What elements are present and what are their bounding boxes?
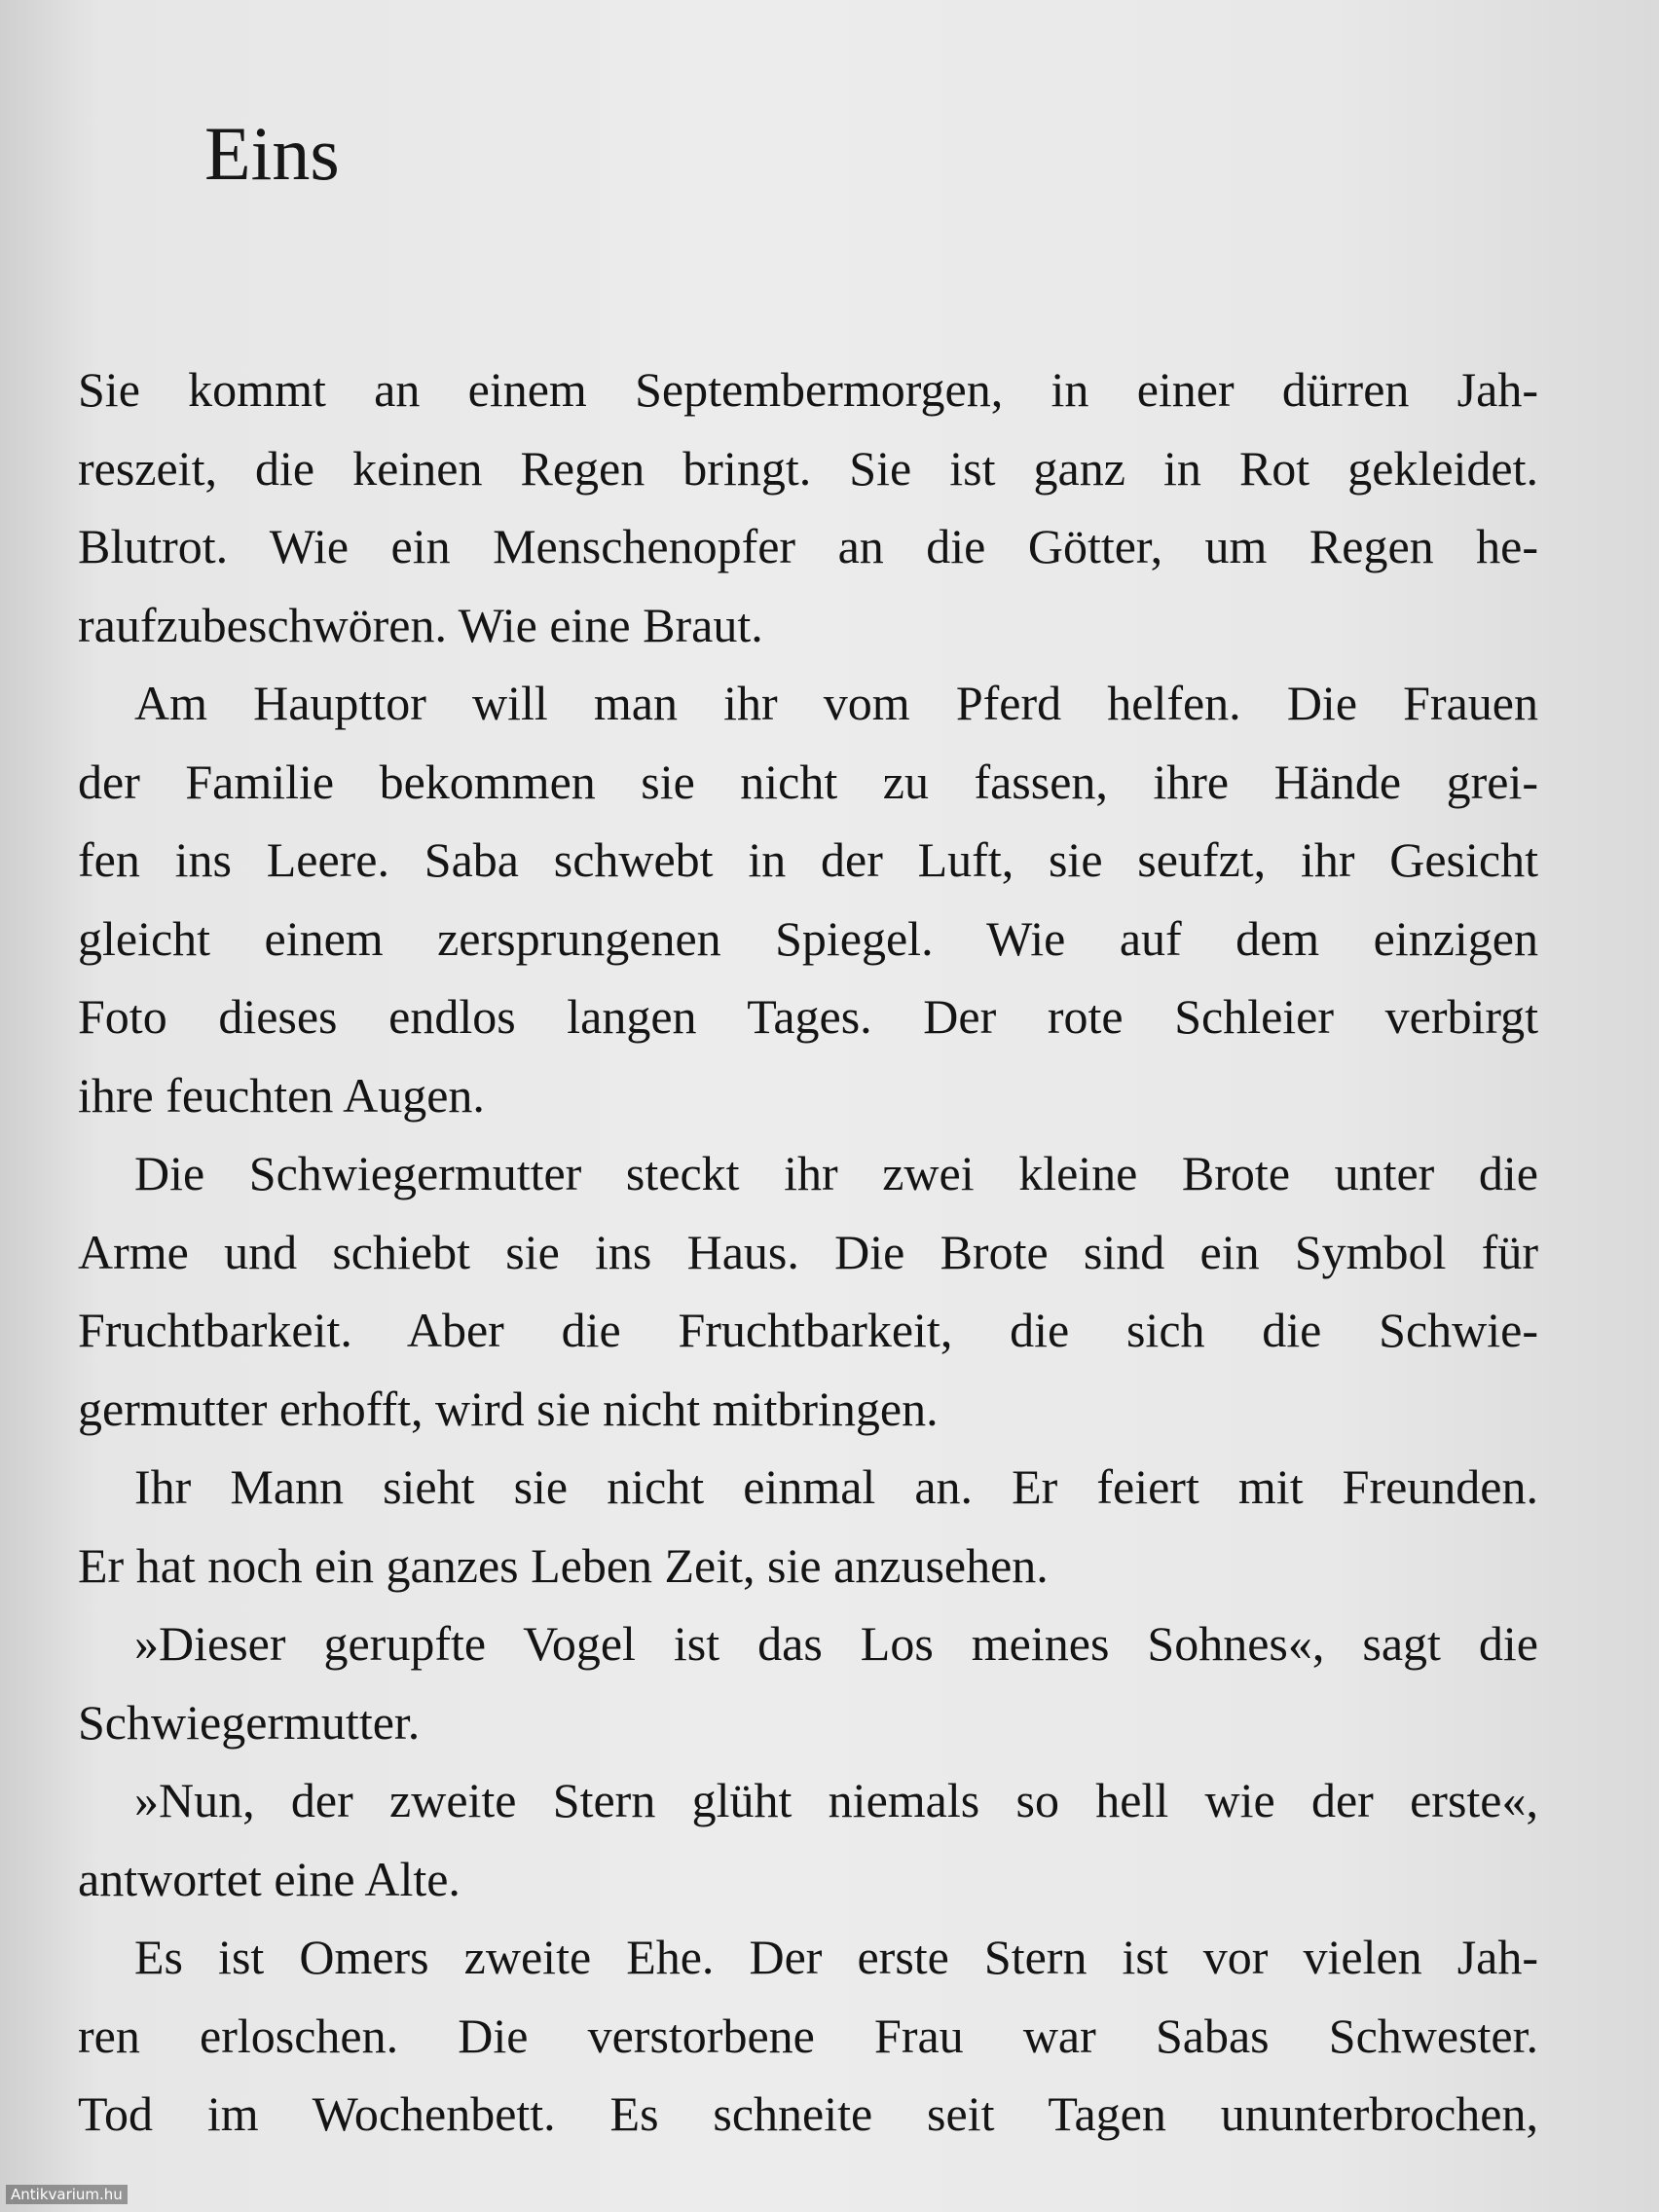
text-line: reszeit, die keinen Regen bringt. Sie ist ganz in Rot gekleidet. xyxy=(78,440,1538,496)
text-line: Er hat noch ein ganzes Leben Zeit, sie anzusehen. xyxy=(78,1537,1049,1593)
watermark: Antikvarium.hu xyxy=(6,2185,128,2204)
text-line: Die Schwiegermutter steckt ihr zwei kleine Brote unter die xyxy=(134,1146,1538,1200)
text-line: Es ist Omers zweite Ehe. Der erste Stern ist vor vielen Jah- xyxy=(134,1930,1538,1984)
text-line: Schwiegermutter. xyxy=(78,1694,421,1750)
text-line: Fruchtbarkeit. Aber die Fruchtbarkeit, die sich die Schwie- xyxy=(78,1303,1538,1357)
body-text xyxy=(78,350,1538,2154)
text-line: Am Haupttor will man ihr vom Pferd helfen. Die Frauen xyxy=(134,676,1538,730)
text-line: antwortet eine Alte. xyxy=(78,1851,461,1906)
text-line: raufzubeschwören. Wie eine Braut. xyxy=(78,597,763,652)
text-line: Ihr Mann sieht sie nicht einmal an. Er feiert mit Freunden. xyxy=(134,1459,1538,1514)
text-line: der Familie bekommen sie nicht zu fassen, ihre Hände grei- xyxy=(78,754,1538,809)
text-line: fen ins Leere. Saba schwebt in der Luft, sie seufzt, ihr Gesicht xyxy=(78,832,1538,887)
text-line: »Dieser gerupfte Vogel ist das Los meines Sohnes«, sagt die xyxy=(134,1616,1538,1671)
text-line: germutter erhofft, wird sie nicht mitbringen. xyxy=(78,1381,939,1436)
text-line: Tod im Wochenbett. Es schneite seit Tagen ununterbrochen, xyxy=(78,2086,1538,2141)
text-line: Blutrot. Wie ein Menschenopfer an die Götter, um Regen he- xyxy=(78,519,1538,573)
text-line: »Nun, der zweite Stern glüht niemals so hell wie der erste«, xyxy=(134,1773,1538,1827)
text-line: Arme und schiebt sie ins Haus. Die Brote sind ein Symbol für xyxy=(78,1224,1538,1279)
text-line: Foto dieses endlos langen Tages. Der rote Schleier verbirgt xyxy=(78,989,1538,1044)
text-line: ihre feuchten Augen. xyxy=(78,1067,485,1123)
text-line: Sie kommt an einem Septembermorgen, in einer dürren Jah- xyxy=(78,362,1538,417)
text-line: ren erloschen. Die verstorbene Frau war Sabas Schwester. xyxy=(78,2008,1538,2063)
text-line: gleicht einem zersprungenen Spiegel. Wie auf dem einzigen xyxy=(78,910,1538,966)
chapter-title: Eins xyxy=(204,111,340,196)
